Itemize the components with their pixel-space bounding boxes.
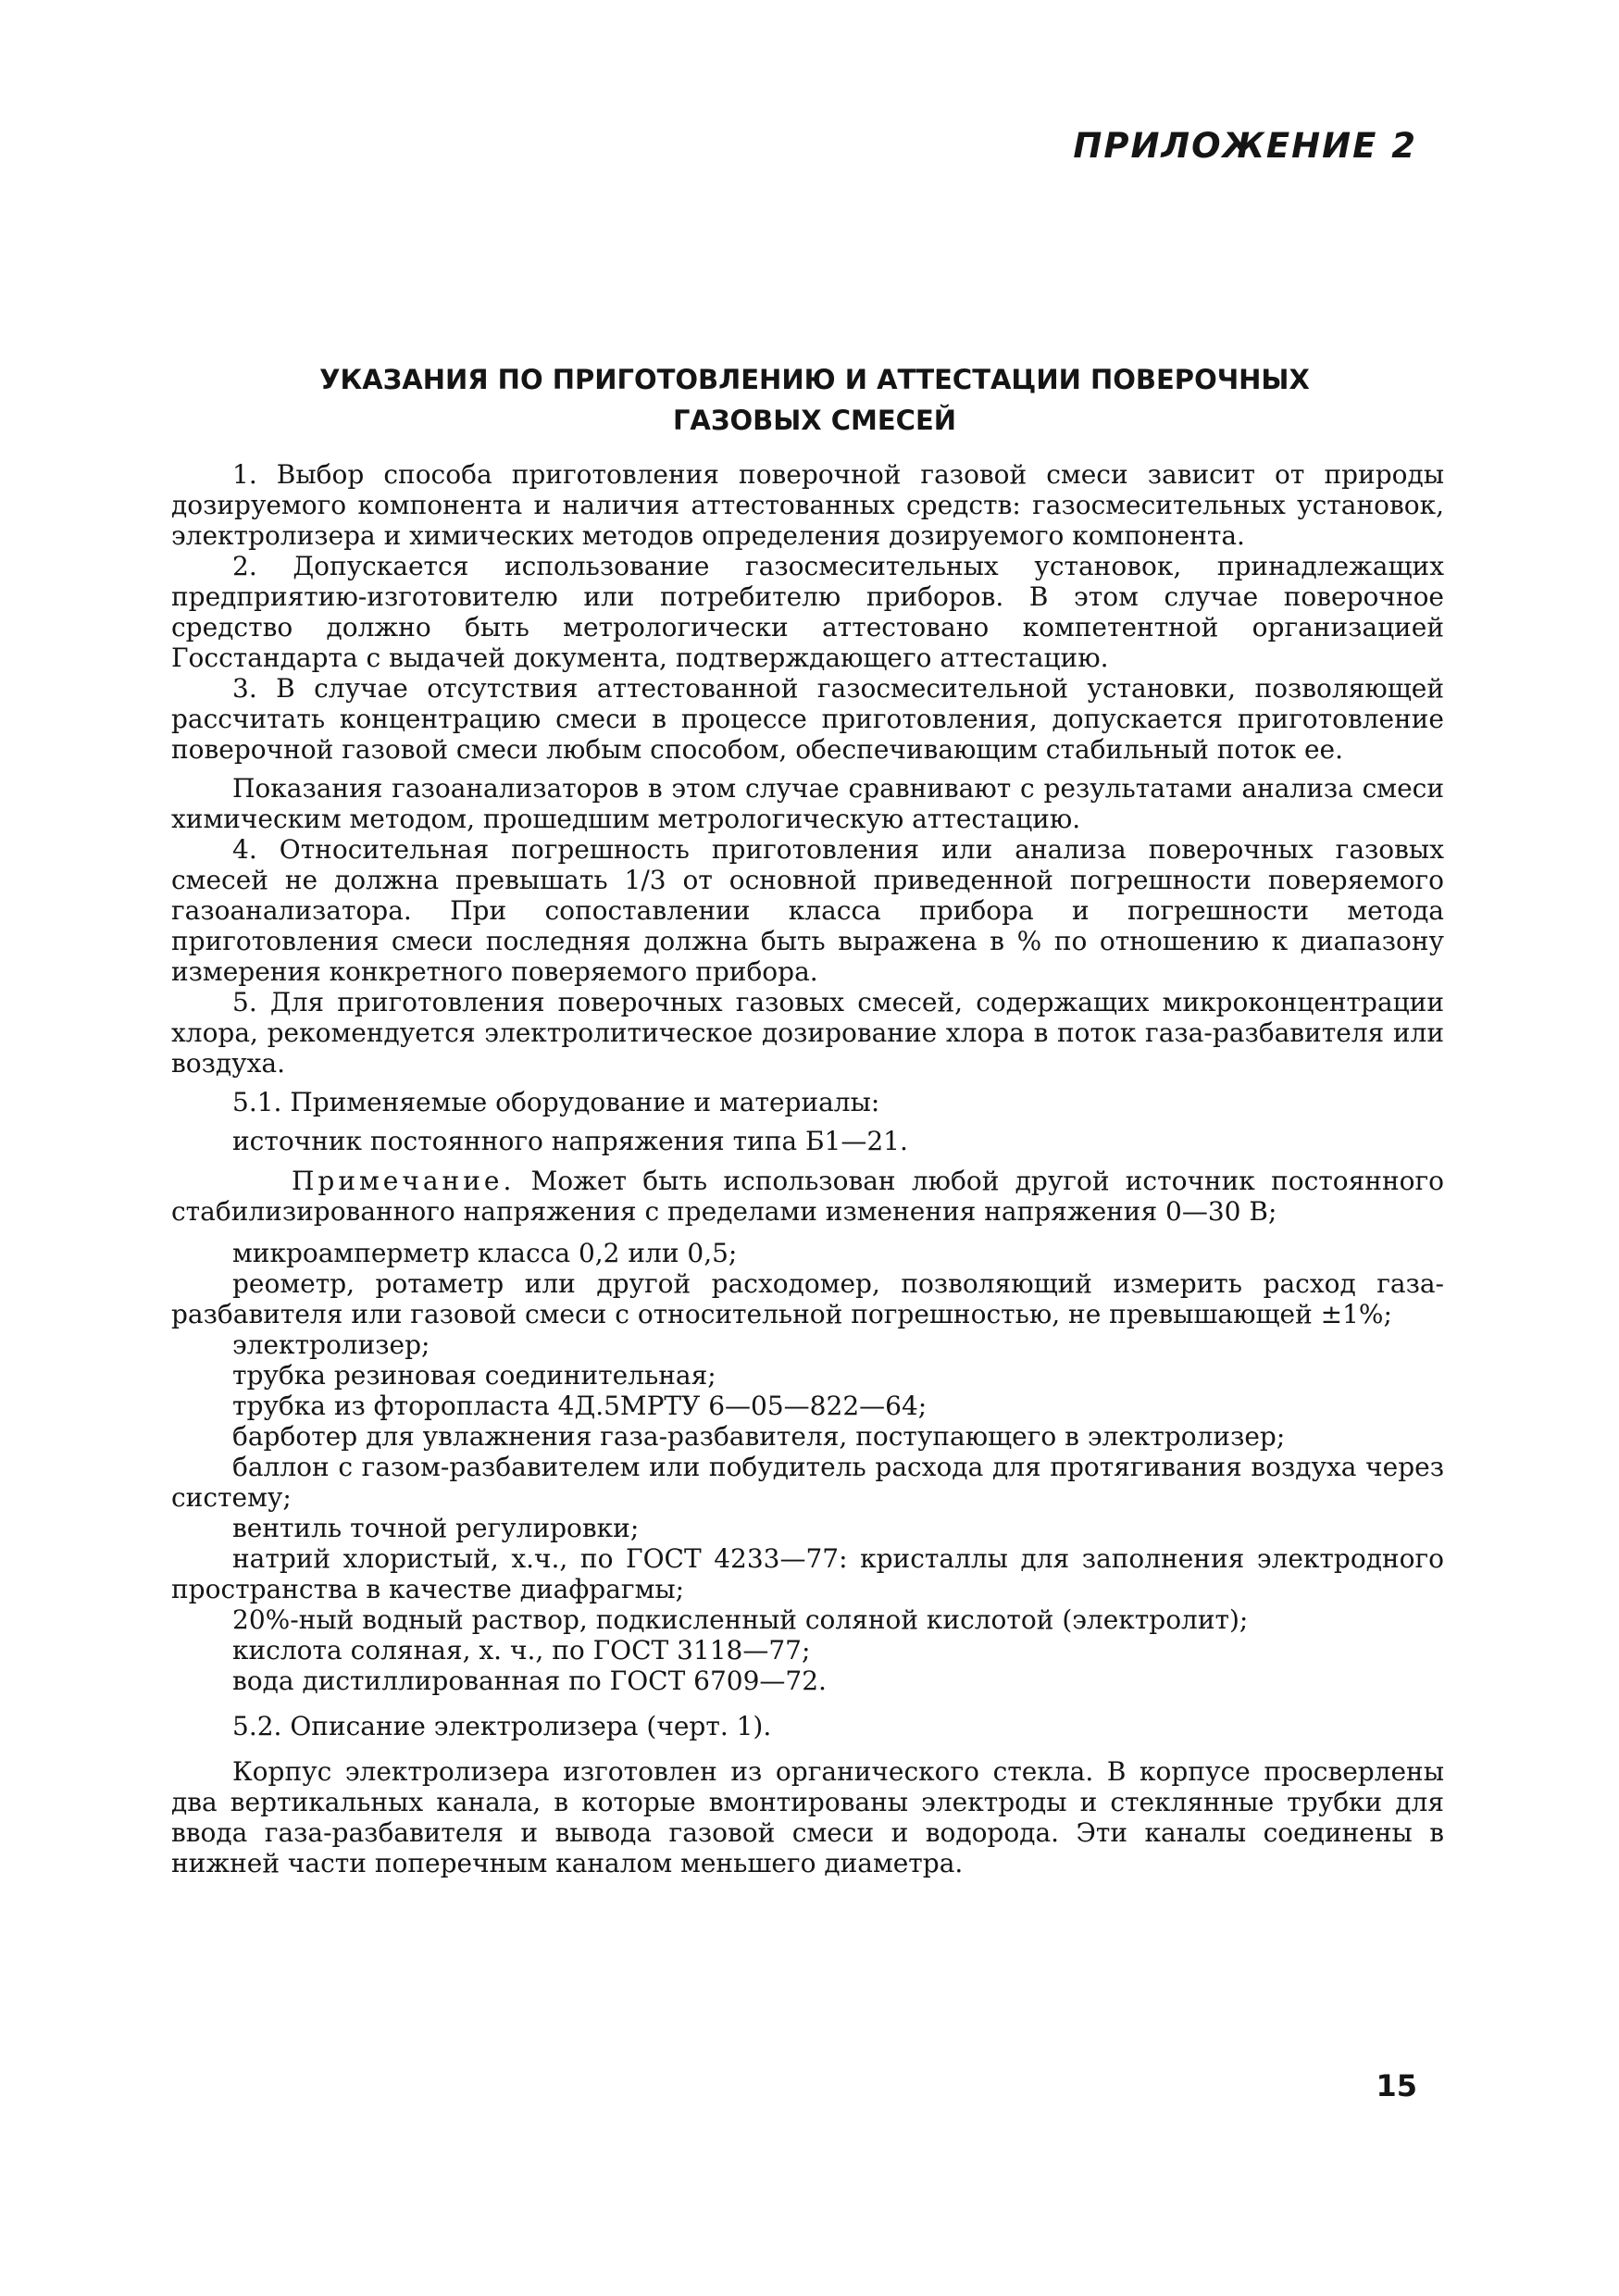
note-label: Примечание.	[292, 1166, 516, 1196]
paragraph-1: 1. Выбор способа приготовления поверочной газовой смеси зависит от природы дозируемого компонента и наличия аттестованных средств: газосмесительных установок, электролизера и химических методов определения дозируемого компонента.	[171, 459, 1444, 551]
equipment-list	[171, 1238, 1444, 1696]
equipment-item-power-source: источник постоянного напряжения типа Б1—21.	[232, 1126, 908, 1156]
paragraph-2: 2. Допускается использование газосмесительных установок, принадлежащих предприятию-изготовителю или потребителю приборов. В этом случае поверочное средство должно быть метрологически аттестовано компетентной организацией Госстандарта с выдачей документа, подтверждающего аттестацию.	[171, 551, 1444, 673]
section-5-1: 5.1. Применяемые оборудование и материалы:	[232, 1087, 880, 1117]
page-number: 15	[1376, 2068, 1417, 2103]
equipment-item: электролизер;	[232, 1329, 430, 1360]
note	[171, 1166, 1444, 1227]
note-text: Может быть использован любой другой источник постоянного стабилизированного напряжения с пределами изменения напряжения 0—30 В;	[171, 1166, 1444, 1227]
paragraph-4: 4. Относительная погрешность приготовления или анализа поверочных газовых смесей не должна превышать 1/3 от основной приведенной погрешности поверяемого газоанализатора. При сопоставлении класса прибора и погрешности метода приготовления смеси последняя должна быть выражена в % по отношению к диапазону измерения конкретного поверяемого прибора.	[171, 834, 1444, 987]
equipment-item: вода дистиллированная по ГОСТ 6709—72.	[232, 1666, 827, 1696]
equipment-item: трубка резиновая соединительная;	[232, 1360, 716, 1391]
equipment-item: реометр, ротаметр или другой расходомер, позволяющий измерить расход газа-разбавителя или газовой смеси с относительной погрешностью, не превышающей ±1%;	[171, 1268, 1444, 1329]
equipment-item: вентиль точной регулировки;	[232, 1513, 640, 1543]
paragraph-electrolyzer-description: Корпус электролизера изготовлен из органического стекла. В корпусе просверлены два вертикальных канала, в которые вмонтированы электроды и стеклянные трубки для ввода газа-разбавителя и вывода газовой смеси и водорода. Эти каналы соединены в нижней части поперечным каналом меньшего диаметра.	[171, 1756, 1444, 1878]
equipment-item: трубка из фторопласта 4Д.5МРТУ 6—05—822—64;	[232, 1391, 928, 1421]
title-line-1: УКАЗАНИЯ ПО ПРИГОТОВЛЕНИЮ И АТТЕСТАЦИИ ПОВЕРОЧНЫХ	[319, 364, 1310, 395]
appendix-label: ПРИЛОЖЕНИЕ 2	[1073, 126, 1417, 166]
paragraph-5: 5. Для приготовления поверочных газовых смесей, содержащих микроконцентрации хлора, рекомендуется электролитическое дозирование хлора в поток газа-разбавителя или воздуха.	[171, 987, 1444, 1079]
paragraph-3-continued: Показания газоанализаторов в этом случае сравнивают с результатами анализа смеси химическим методом, прошедшим метрологическую аттестацию.	[171, 773, 1444, 834]
equipment-item: микроамперметр класса 0,2 или 0,5;	[232, 1238, 738, 1268]
equipment-item: баллон с газом-разбавителем или побудитель расхода для протягивания воздуха через систему;	[171, 1452, 1444, 1513]
document-title	[204, 359, 1426, 441]
paragraph-3: 3. В случае отсутствия аттестованной газосмесительной установки, позволяющей рассчитать концентрацию смеси в процессе приготовления, допускается приготовление поверочной газовой смеси любым способом, обеспечивающим стабильный поток ее.	[171, 673, 1444, 765]
title-line-2: ГАЗОВЫХ СМЕСЕЙ	[672, 405, 957, 436]
equipment-item: натрий хлористый, х.ч., по ГОСТ 4233—77: кристаллы для заполнения электродного пространства в качестве диафрагмы;	[171, 1543, 1444, 1604]
equipment-item: кислота соляная, х. ч., по ГОСТ 3118—77;	[232, 1635, 811, 1666]
equipment-item: барботер для увлажнения газа-разбавителя, поступающего в электролизер;	[232, 1421, 1286, 1452]
document-body	[171, 459, 1444, 1878]
section-5-2: 5.2. Описание электролизера (черт. 1).	[232, 1711, 772, 1741]
equipment-item: 20%-ный водный раствор, подкисленный соляной кислотой (электролит);	[232, 1604, 1249, 1635]
